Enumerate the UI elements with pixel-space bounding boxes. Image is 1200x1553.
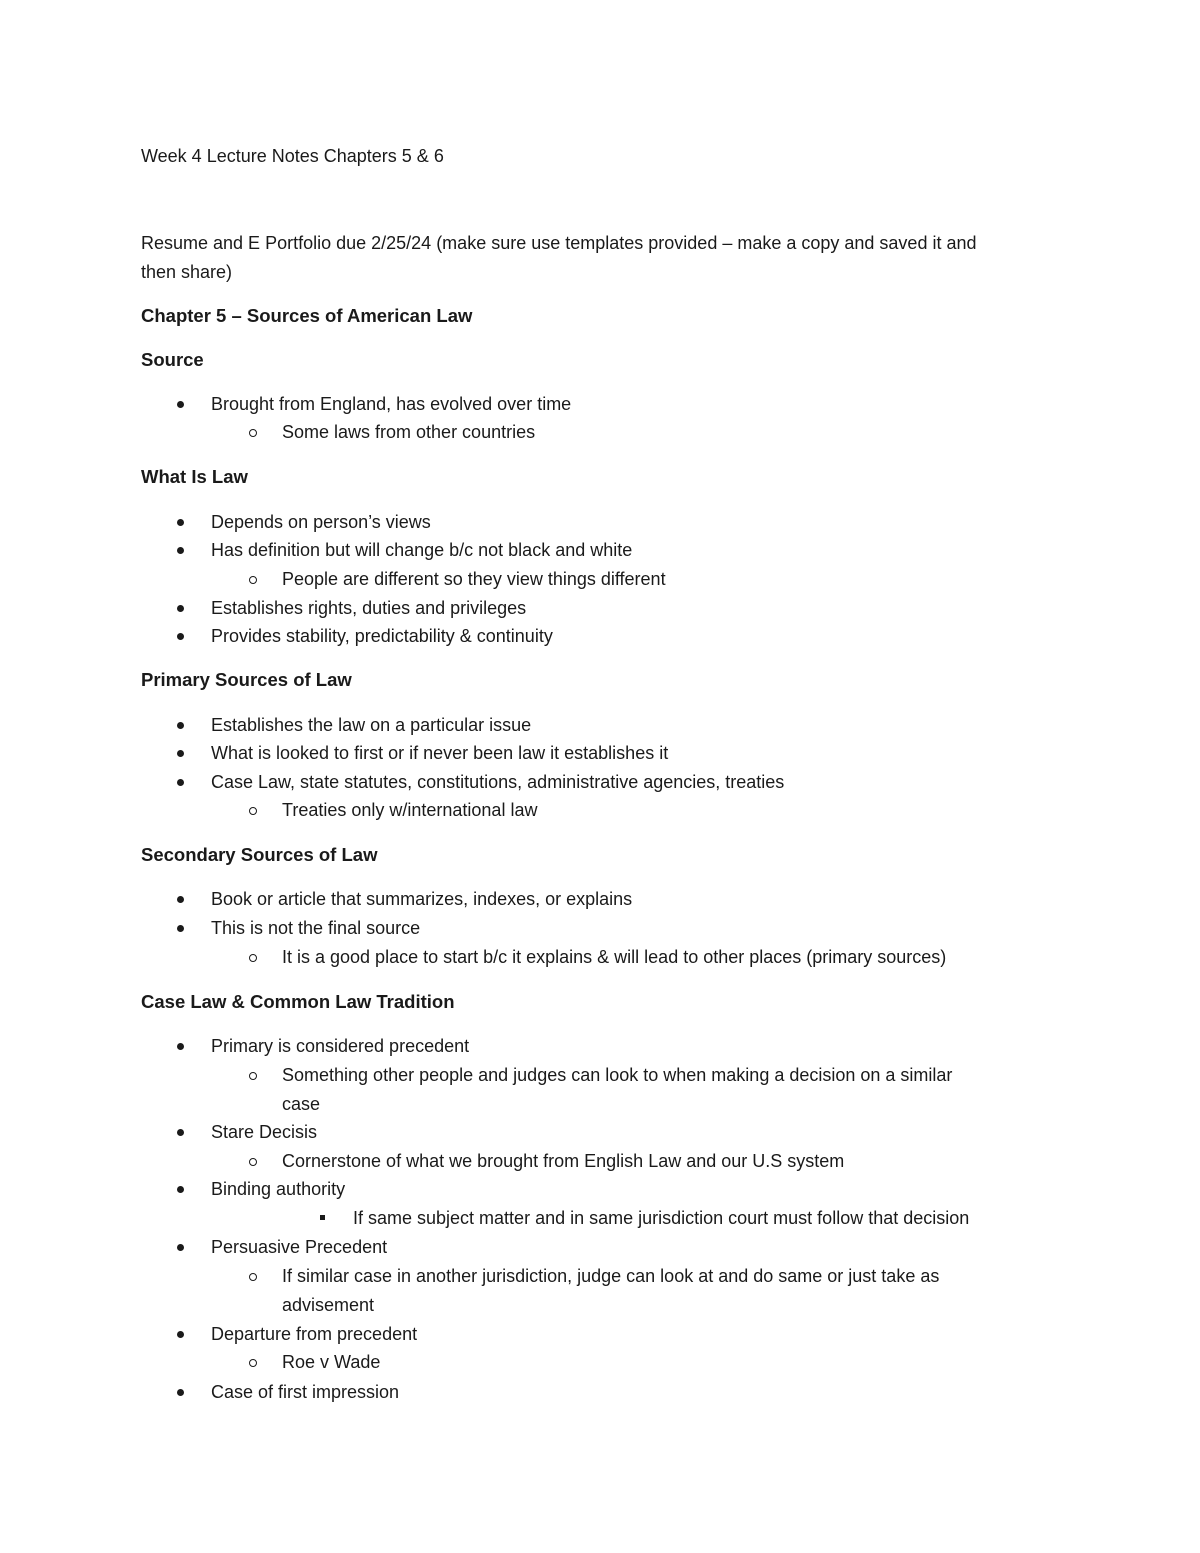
list-item: Cornerstone of what we brought from English Law and our U.S system: [282, 1151, 845, 1171]
list-item: Primary is considered precedent: [211, 1036, 470, 1056]
list-item: Stare Decisis: [211, 1122, 318, 1142]
list-item: Something other people and judges can look to when making a decision on a similar: [282, 1065, 953, 1085]
section-heading-case-law: Case Law & Common Law Tradition: [141, 991, 455, 1012]
bullet-icon: [177, 547, 184, 554]
section-heading-secondary-sources: Secondary Sources of Law: [141, 844, 378, 865]
bullet-icon: [177, 925, 184, 932]
list-item: Depends on person’s views: [211, 512, 431, 532]
bullet-icon: [177, 722, 184, 729]
section-heading-primary-sources: Primary Sources of Law: [141, 669, 352, 690]
bullet-icon: [177, 1043, 184, 1050]
list-item: Establishes rights, duties and privileges: [211, 598, 527, 618]
list-item: Book or article that summarizes, indexes, or explains: [211, 889, 633, 909]
circle-bullet-icon: [249, 954, 257, 962]
bullet-icon: [177, 896, 184, 903]
list-item: It is a good place to start b/c it explains & will lead to other places (primary sources): [282, 947, 947, 967]
list-item: Roe v Wade: [282, 1352, 381, 1372]
list-item: Establishes the law on a particular issue: [211, 715, 532, 735]
list-item: Departure from precedent: [211, 1324, 418, 1344]
section-heading-what-is-law: What Is Law: [141, 466, 248, 487]
bullet-icon: [177, 1186, 184, 1193]
section-heading-source: Source: [141, 349, 204, 370]
bullet-icon: [177, 401, 184, 408]
list-item: Has definition but will change b/c not black and white: [211, 540, 633, 560]
list-item: If same subject matter and in same jurisdiction court must follow that decision: [353, 1208, 970, 1228]
list-item: Treaties only w/international law: [282, 800, 538, 820]
bullet-icon: [177, 605, 184, 612]
list-item-continuation: case: [282, 1094, 321, 1114]
bullet-icon: [177, 633, 184, 640]
circle-bullet-icon: [249, 1359, 257, 1367]
list-item: This is not the final source: [211, 918, 421, 938]
bullet-icon: [177, 750, 184, 757]
document-title: Week 4 Lecture Notes Chapters 5 & 6: [141, 146, 444, 166]
bullet-icon: [177, 779, 184, 786]
list-item: Persuasive Precedent: [211, 1237, 388, 1257]
square-bullet-icon: [320, 1215, 325, 1220]
list-item: Case Law, state statutes, constitutions, administrative agencies, treaties: [211, 772, 785, 792]
bullet-icon: [177, 1129, 184, 1136]
list-item: People are different so they view things different: [282, 569, 666, 589]
list-item: Case of first impression: [211, 1382, 400, 1402]
bullet-icon: [177, 519, 184, 526]
circle-bullet-icon: [249, 1072, 257, 1080]
bullet-icon: [177, 1389, 184, 1396]
list-item: Provides stability, predictability & continuity: [211, 626, 553, 646]
list-item: What is looked to first or if never been law it establishes it: [211, 743, 669, 763]
circle-bullet-icon: [249, 576, 257, 584]
circle-bullet-icon: [249, 1273, 257, 1281]
list-item: Brought from England, has evolved over time: [211, 394, 572, 414]
note-line: Resume and E Portfolio due 2/25/24 (make sure use templates provided – make a copy and saved it and: [141, 233, 977, 253]
list-item: Some laws from other countries: [282, 422, 536, 442]
list-item: If similar case in another jurisdiction, judge can look at and do same or just take as: [282, 1266, 940, 1286]
bullet-icon: [177, 1331, 184, 1338]
circle-bullet-icon: [249, 807, 257, 815]
note-line: then share): [141, 262, 233, 282]
chapter-heading: Chapter 5 – Sources of American Law: [141, 305, 473, 326]
circle-bullet-icon: [249, 1158, 257, 1166]
bullet-icon: [177, 1244, 184, 1251]
list-item: Binding authority: [211, 1179, 346, 1199]
list-item-continuation: advisement: [282, 1295, 375, 1315]
circle-bullet-icon: [249, 429, 257, 437]
